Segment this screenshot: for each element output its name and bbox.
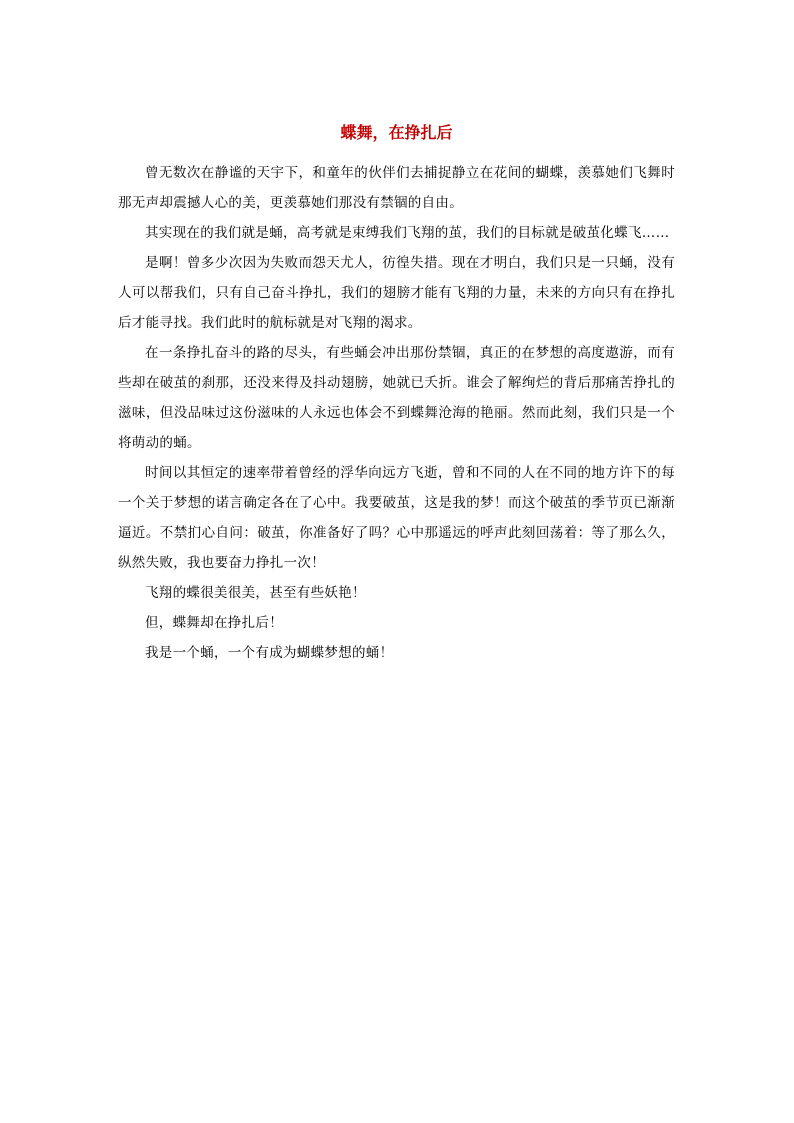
document-title: 蝶舞，在挣扎后 bbox=[340, 123, 453, 142]
paragraph-7: 但，蝶舞却在挣扎后！ bbox=[145, 615, 283, 631]
document-body bbox=[118, 120, 675, 668]
paragraph-4: 在一条挣扎奋斗的路的尽头，有些蛹会冲出那份禁锢，真正的在梦想的高度遨游，而有些却在破茧的刹那，还没来得及抖动翅膀，她就已夭折。谁会了解绚烂的背后那痛苦挣扎的滋味，但没品味过这份滋味的人永远也体会不到蝶舞沧海的艳丽。然而此刻，我们只是一个将萌动的蛹。 bbox=[118, 345, 675, 451]
paragraph-8: 我是一个蛹，一个有成为蝴蝶梦想的蛹！ bbox=[145, 645, 394, 661]
paragraph-1: 曾无数次在静谧的天宇下，和童年的伙伴们去捕捉静立在花间的蝴蝶，羡慕她们飞舞时那无声却震撼人心的美，更羡慕她们那没有禁锢的自由。 bbox=[118, 165, 675, 211]
paragraph-6: 飞翔的蝶很美很美，甚至有些妖艳！ bbox=[145, 585, 366, 601]
paragraph-2: 其实现在的我们就是蛹，高考就是束缚我们飞翔的茧，我们的目标就是破茧化蝶飞…… bbox=[145, 225, 670, 241]
paragraph-5: 时间以其恒定的速率带着曾经的浮华向远方飞逝，曾和不同的人在不同的地方许下的每一个关于梦想的诺言确定各在了心中。我要破茧，这是我的梦！而这个破茧的季节页已渐渐逼近。不禁扪心自问：破茧，你准备好了吗？心中那遥远的呼声此刻回荡着：等了那么久，纵然失败，我也要奋力挣扎一次！ bbox=[118, 465, 675, 571]
paragraph-3: 是啊！曾多少次因为失败而怨天尤人，彷徨失措。现在才明白，我们只是一只蛹，没有人可以帮我们，只有自己奋斗挣扎，我们的翅膀才能有飞翔的力量，未来的方向只有在挣扎后才能寻找。我们此时的航标就是对飞翔的渴求。 bbox=[118, 255, 675, 331]
